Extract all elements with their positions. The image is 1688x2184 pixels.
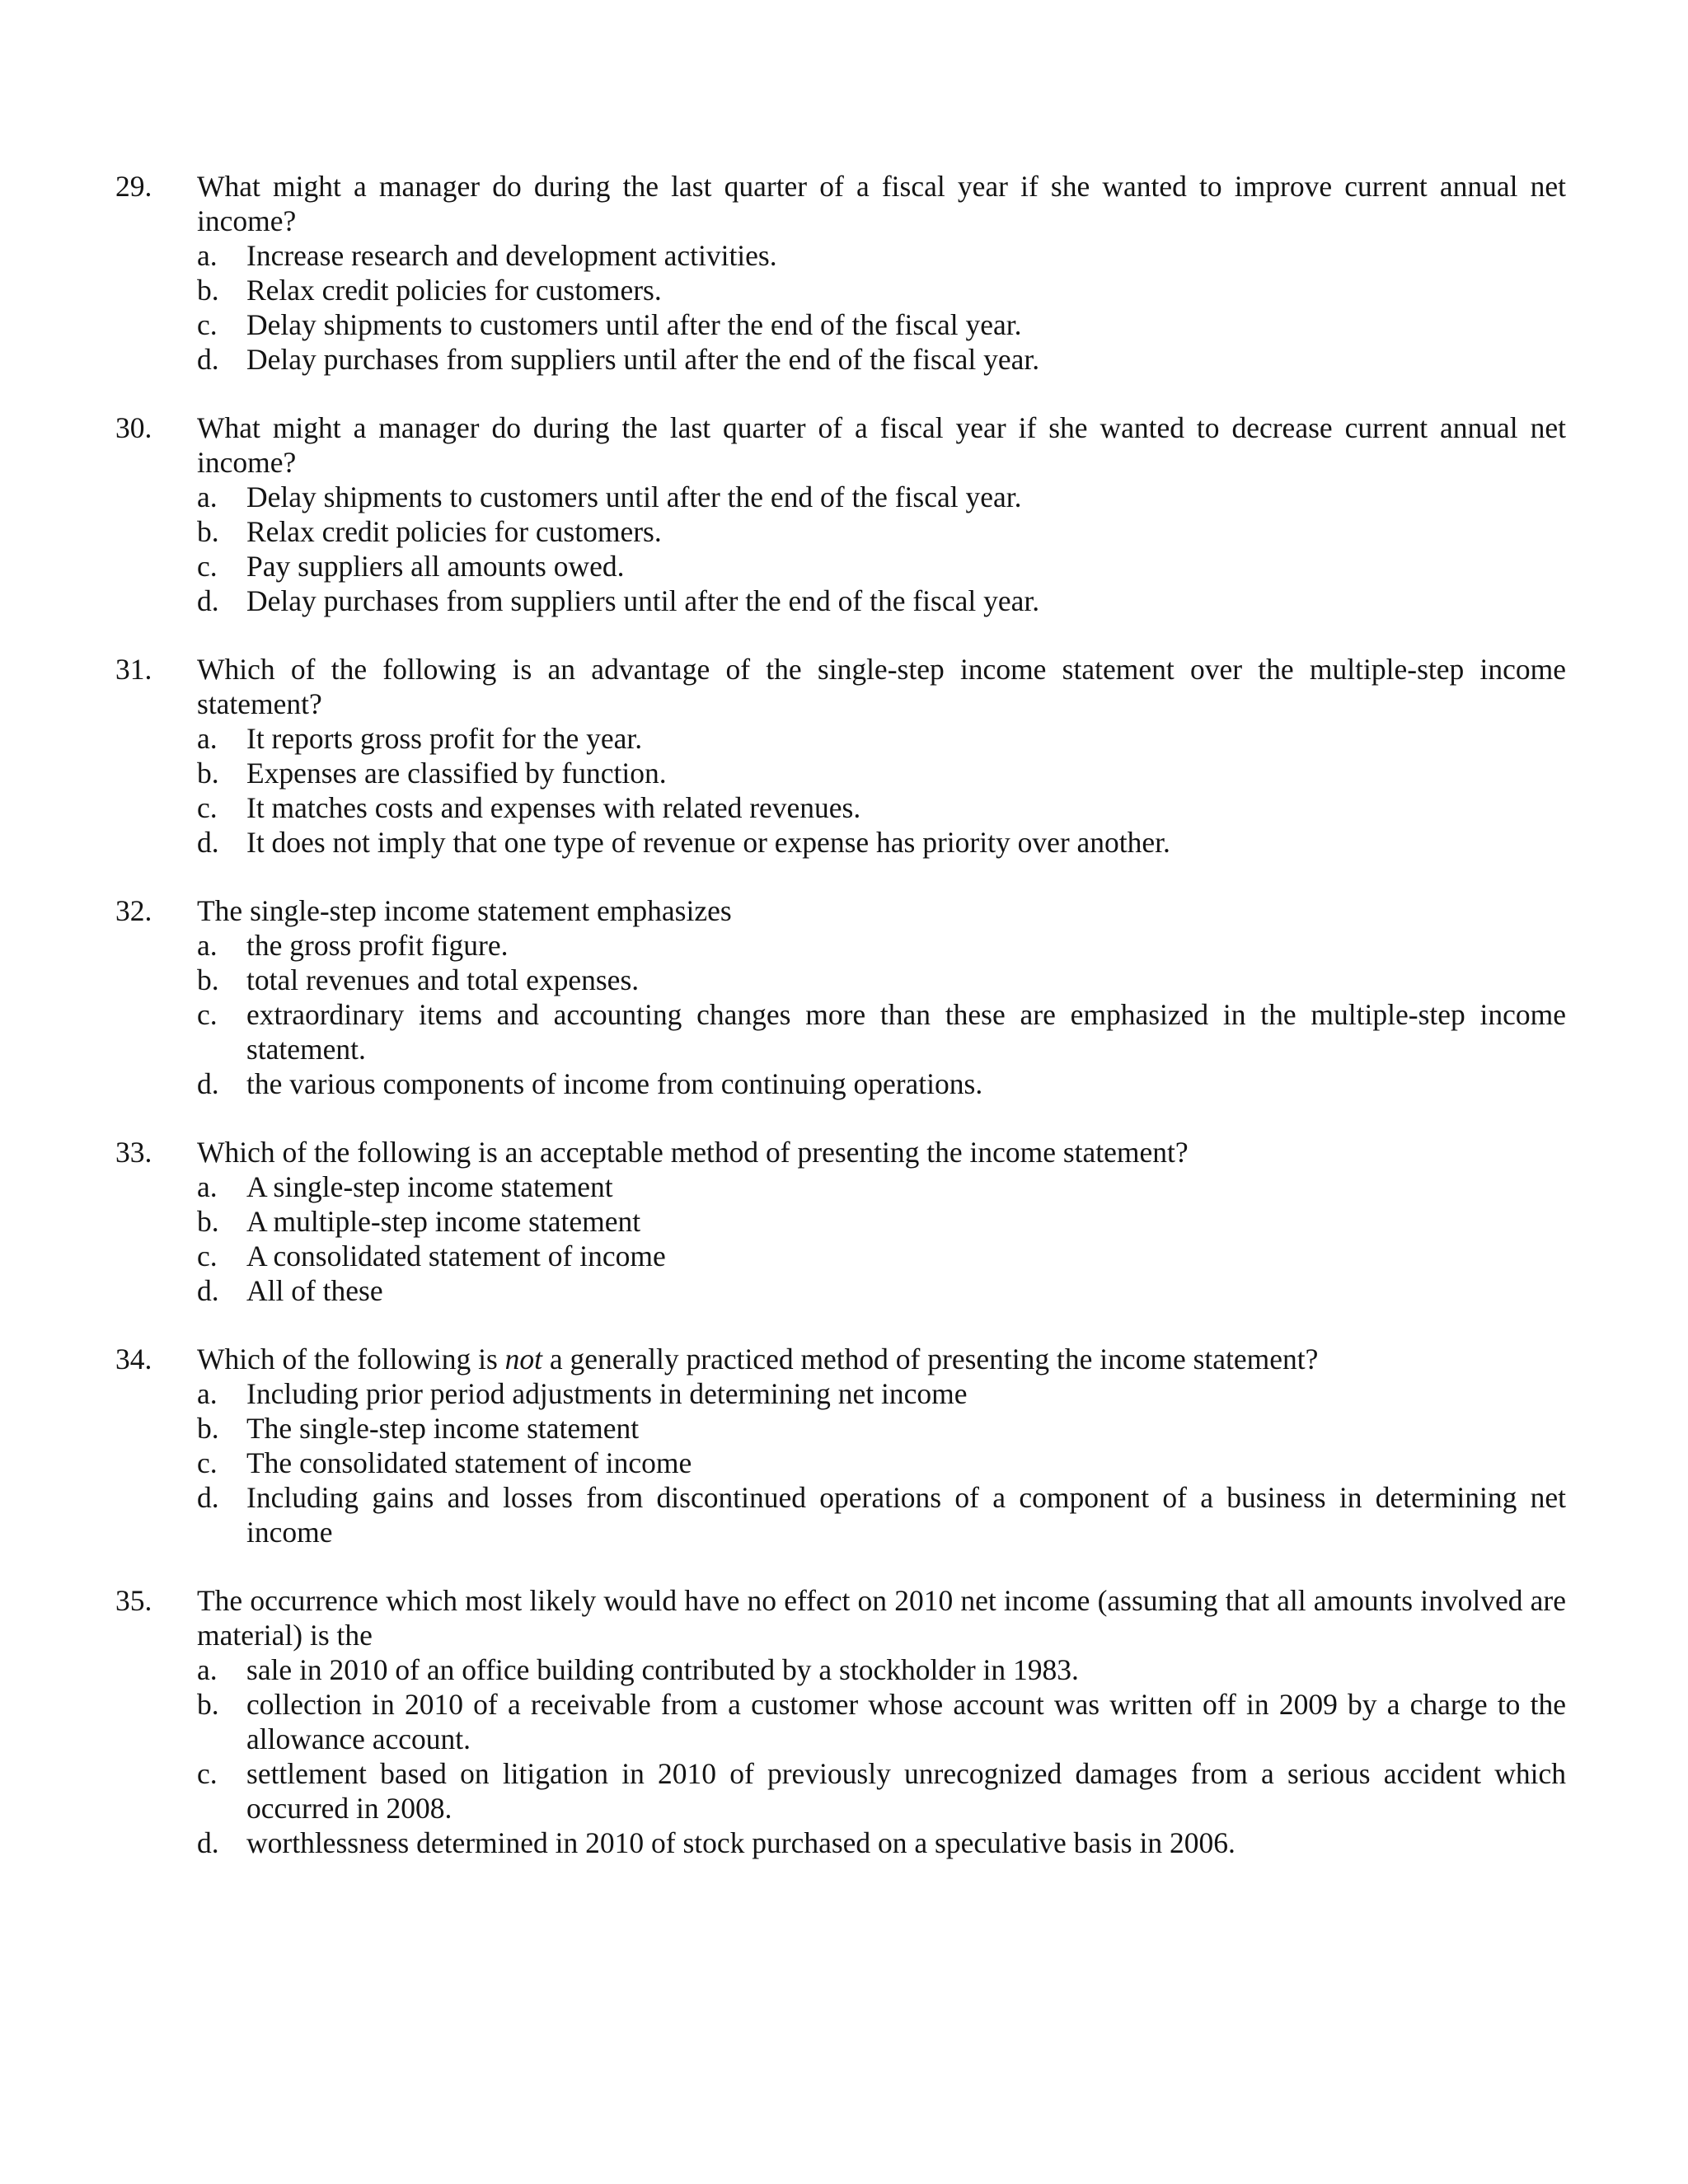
question-number: 34. — [115, 1343, 152, 1376]
option-letter: b. — [197, 757, 219, 790]
stem-text-before: Which of the following is — [197, 1343, 505, 1376]
option-a — [197, 1169, 1566, 1204]
option-list — [115, 928, 1566, 1101]
question-stem: The occurrence which most likely would have no effect on 2010 net income (assuming that all amounts involved are material) is the — [197, 1584, 1566, 1652]
option-letter: a. — [197, 1377, 218, 1410]
option-list — [115, 480, 1566, 618]
option-text: All of these — [246, 1274, 383, 1307]
question-number: 32. — [115, 894, 152, 927]
question-list — [115, 169, 1566, 1894]
option-letter: c. — [197, 1757, 218, 1790]
question-33 — [115, 1135, 1566, 1308]
option-d — [197, 1273, 1566, 1308]
option-a — [197, 238, 1566, 273]
option-b — [197, 273, 1566, 307]
option-text: It reports gross profit for the year. — [246, 722, 643, 755]
option-list — [115, 1376, 1566, 1549]
option-letter: d. — [197, 1826, 219, 1859]
option-letter: c. — [197, 1446, 218, 1479]
question-number: 31. — [115, 653, 152, 686]
question-number: 30. — [115, 411, 152, 444]
option-letter: c. — [197, 791, 218, 824]
option-b — [197, 1687, 1566, 1756]
option-letter: b. — [197, 1205, 219, 1238]
option-letter: a. — [197, 480, 218, 513]
question-stem: The single-step income statement emphasizes — [197, 894, 732, 927]
question-30 — [115, 410, 1566, 618]
option-letter: d. — [197, 1274, 219, 1307]
option-text: Pay suppliers all amounts owed. — [246, 550, 625, 583]
option-c — [197, 790, 1566, 825]
option-text: the gross profit figure. — [246, 929, 509, 962]
option-text: The consolidated statement of income — [246, 1446, 692, 1479]
option-text: A multiple-step income statement — [246, 1205, 641, 1238]
option-text: Delay shipments to customers until after the end of the fiscal year. — [246, 308, 1022, 341]
option-a — [197, 480, 1566, 514]
option-b — [197, 514, 1566, 549]
question-number: 29. — [115, 170, 152, 203]
option-b — [197, 756, 1566, 790]
stem-text-after: a generally practiced method of presenting the income statement? — [542, 1343, 1319, 1376]
stem-emphasis: not — [504, 1343, 543, 1376]
option-text: Delay shipments to customers until after the end of the fiscal year. — [246, 480, 1022, 513]
option-c — [197, 1446, 1566, 1480]
question-stem: Which of the following is an advantage of the single-step income statement over the multiple-step income statement? — [197, 653, 1566, 720]
option-list — [115, 721, 1566, 860]
option-text: A single-step income statement — [246, 1170, 613, 1203]
option-text: Increase research and development activities. — [246, 239, 777, 272]
option-text: Including gains and losses from discontinued operations of a component of a business in determining net income — [246, 1481, 1566, 1549]
option-text: A consolidated statement of income — [246, 1240, 666, 1272]
option-d — [197, 583, 1566, 618]
option-letter: d. — [197, 1067, 219, 1100]
question-stem: Which of the following is an acceptable method of presenting the income statement? — [197, 1136, 1189, 1169]
question-34 — [115, 1342, 1566, 1549]
question-stem: What might a manager do during the last quarter of a fiscal year if she wanted to decrease current annual net income? — [197, 411, 1566, 479]
option-text: the various components of income from continuing operations. — [246, 1067, 983, 1100]
option-d — [197, 1066, 1566, 1101]
question-number: 35. — [115, 1584, 152, 1617]
option-a — [197, 1652, 1566, 1687]
question-29 — [115, 169, 1566, 377]
option-c — [197, 1239, 1566, 1273]
option-letter: b. — [197, 274, 219, 307]
option-text: Delay purchases from suppliers until after the end of the fiscal year. — [246, 584, 1040, 617]
option-letter: b. — [197, 963, 219, 996]
option-letter: b. — [197, 515, 219, 548]
question-stem — [197, 1342, 1566, 1376]
question-35 — [115, 1583, 1566, 1860]
option-text: Delay purchases from suppliers until after the end of the fiscal year. — [246, 343, 1040, 376]
option-text: total revenues and total expenses. — [246, 963, 640, 996]
option-text: Relax credit policies for customers. — [246, 274, 662, 307]
option-list — [115, 1169, 1566, 1308]
option-d — [197, 1480, 1566, 1549]
option-letter: d. — [197, 584, 219, 617]
option-text: It does not imply that one type of revenue or expense has priority over another. — [246, 826, 1170, 859]
option-letter: d. — [197, 826, 219, 859]
option-c — [197, 549, 1566, 583]
option-text: The single-step income statement — [246, 1412, 640, 1445]
option-letter: a. — [197, 1653, 218, 1686]
option-c — [197, 1756, 1566, 1825]
option-d — [197, 342, 1566, 377]
option-letter: a. — [197, 1170, 218, 1203]
option-letter: d. — [197, 343, 219, 376]
option-text: worthlessness determined in 2010 of stock purchased on a speculative basis in 2006. — [246, 1826, 1236, 1859]
option-letter: b. — [197, 1688, 219, 1721]
option-c — [197, 997, 1566, 1066]
option-text: extraordinary items and accounting changes more than these are emphasized in the multiple-step income statement. — [246, 998, 1566, 1066]
option-letter: c. — [197, 998, 218, 1031]
option-letter: d. — [197, 1481, 219, 1514]
question-number: 33. — [115, 1136, 152, 1169]
option-text: Relax credit policies for customers. — [246, 515, 662, 548]
option-b — [197, 1411, 1566, 1446]
option-letter: a. — [197, 722, 218, 755]
option-d — [197, 1825, 1566, 1860]
option-text: settlement based on litigation in 2010 of previously unrecognized damages from a serious accident which occurred in 2008. — [246, 1757, 1566, 1825]
question-32 — [115, 893, 1566, 1101]
option-text: sale in 2010 of an office building contributed by a stockholder in 1983. — [246, 1653, 1079, 1686]
option-letter: b. — [197, 1412, 219, 1445]
option-list — [115, 238, 1566, 377]
option-a — [197, 928, 1566, 963]
option-list — [115, 1652, 1566, 1860]
option-b — [197, 963, 1566, 997]
option-letter: c. — [197, 308, 218, 341]
question-31 — [115, 652, 1566, 860]
option-a — [197, 1376, 1566, 1411]
option-letter: a. — [197, 929, 218, 962]
option-text: It matches costs and expenses with related revenues. — [246, 791, 861, 824]
option-c — [197, 307, 1566, 342]
question-stem: What might a manager do during the last quarter of a fiscal year if she wanted to improve current annual net income? — [197, 170, 1566, 237]
option-letter: c. — [197, 1240, 218, 1272]
option-letter: a. — [197, 239, 218, 272]
option-a — [197, 721, 1566, 756]
option-text: Including prior period adjustments in determining net income — [246, 1377, 968, 1410]
option-letter: c. — [197, 550, 218, 583]
option-b — [197, 1204, 1566, 1239]
option-text: Expenses are classified by function. — [246, 757, 667, 790]
option-d — [197, 825, 1566, 860]
option-text: collection in 2010 of a receivable from a customer whose account was written off in 2009 by a charge to the allowance account. — [246, 1688, 1566, 1755]
